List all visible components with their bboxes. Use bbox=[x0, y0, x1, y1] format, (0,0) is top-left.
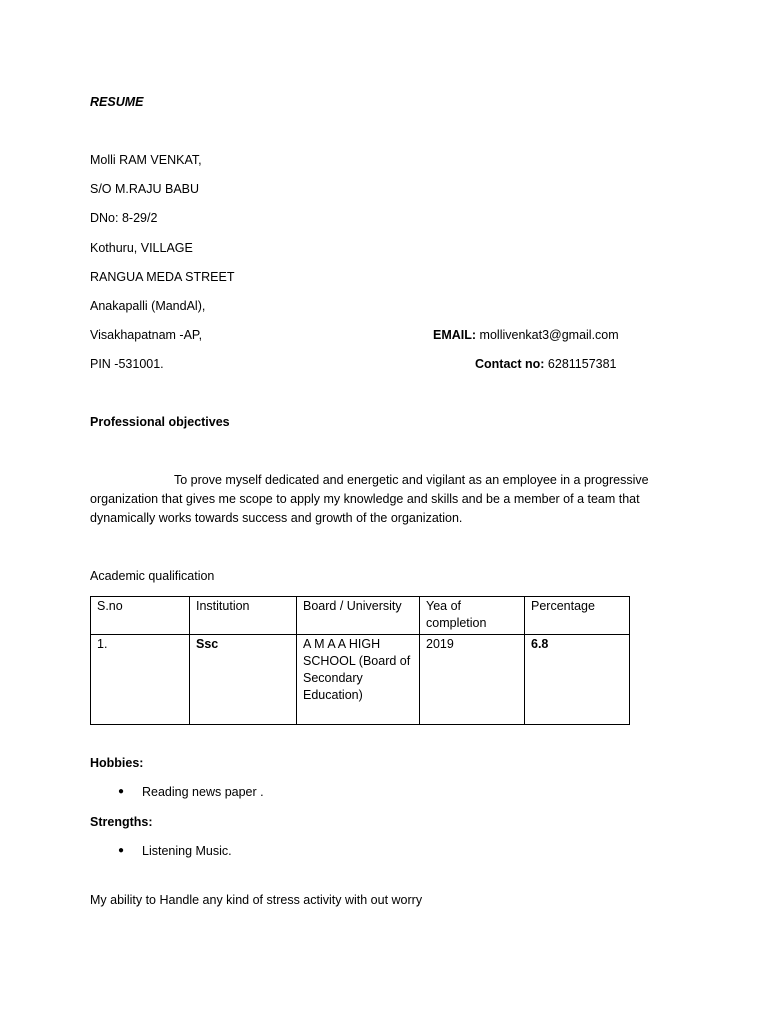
cell-institution: Ssc bbox=[190, 635, 297, 725]
column-header-institution: Institution bbox=[190, 597, 297, 635]
column-header-sno: S.no bbox=[91, 597, 190, 635]
hobbies-heading: Hobbies: bbox=[90, 756, 144, 770]
closing-statement: My ability to Handle any kind of stress activity with out worry bbox=[90, 893, 423, 907]
resume-heading: RESUME bbox=[90, 95, 144, 109]
address-line-village: Kothuru, VILLAGE bbox=[90, 241, 193, 255]
address-line-mandal: Anakapalli (MandAl), bbox=[90, 299, 206, 313]
column-header-year: Yea of completion bbox=[420, 597, 525, 635]
hobby-item: Reading news paper . bbox=[142, 785, 264, 799]
email-label: EMAIL: bbox=[433, 328, 477, 342]
phone-label: Contact no: bbox=[475, 357, 545, 371]
address-line-parent: S/O M.RAJU BABU bbox=[90, 182, 200, 196]
address-line-street: RANGUA MEDA STREET bbox=[90, 270, 235, 284]
objectives-heading: Professional objectives bbox=[90, 415, 230, 429]
address-line-pin: PIN -531001. bbox=[90, 357, 164, 371]
phone-line bbox=[475, 356, 617, 372]
cell-sno: 1. bbox=[91, 635, 190, 725]
table-row bbox=[91, 635, 630, 725]
address-line-name: Molli RAM VENKAT, bbox=[90, 153, 202, 167]
phone-value: 6281157381 bbox=[547, 357, 617, 371]
column-header-percentage: Percentage bbox=[525, 597, 630, 635]
objectives-text bbox=[90, 471, 670, 528]
cell-board: A M A A HIGH SCHOOL (Board of Secondary Education) bbox=[297, 635, 420, 725]
strength-item: Listening Music. bbox=[142, 844, 232, 858]
address-line-district: Visakhapatnam -AP, bbox=[90, 328, 203, 342]
cell-year: 2019 bbox=[420, 635, 525, 725]
bullet-icon: ● bbox=[118, 786, 125, 797]
email-line bbox=[433, 327, 619, 343]
academic-table bbox=[90, 596, 630, 725]
objectives-paragraph: To prove myself dedicated and energetic and vigilant as an employee in a progressive organization that gives me scope to apply my knowledge and skills and be a member of a team that dynamically works towards success and growth of the organization. bbox=[90, 473, 649, 525]
strengths-heading: Strengths: bbox=[90, 815, 153, 829]
column-header-board: Board / University bbox=[297, 597, 420, 635]
cell-percentage: 6.8 bbox=[525, 635, 630, 725]
table-header-row bbox=[91, 597, 630, 635]
academic-heading: Academic qualification bbox=[90, 569, 215, 583]
address-line-door: DNo: 8-29/2 bbox=[90, 211, 158, 225]
email-value: mollivenkat3@gmail.com bbox=[479, 328, 619, 342]
bullet-icon: ● bbox=[118, 845, 125, 856]
